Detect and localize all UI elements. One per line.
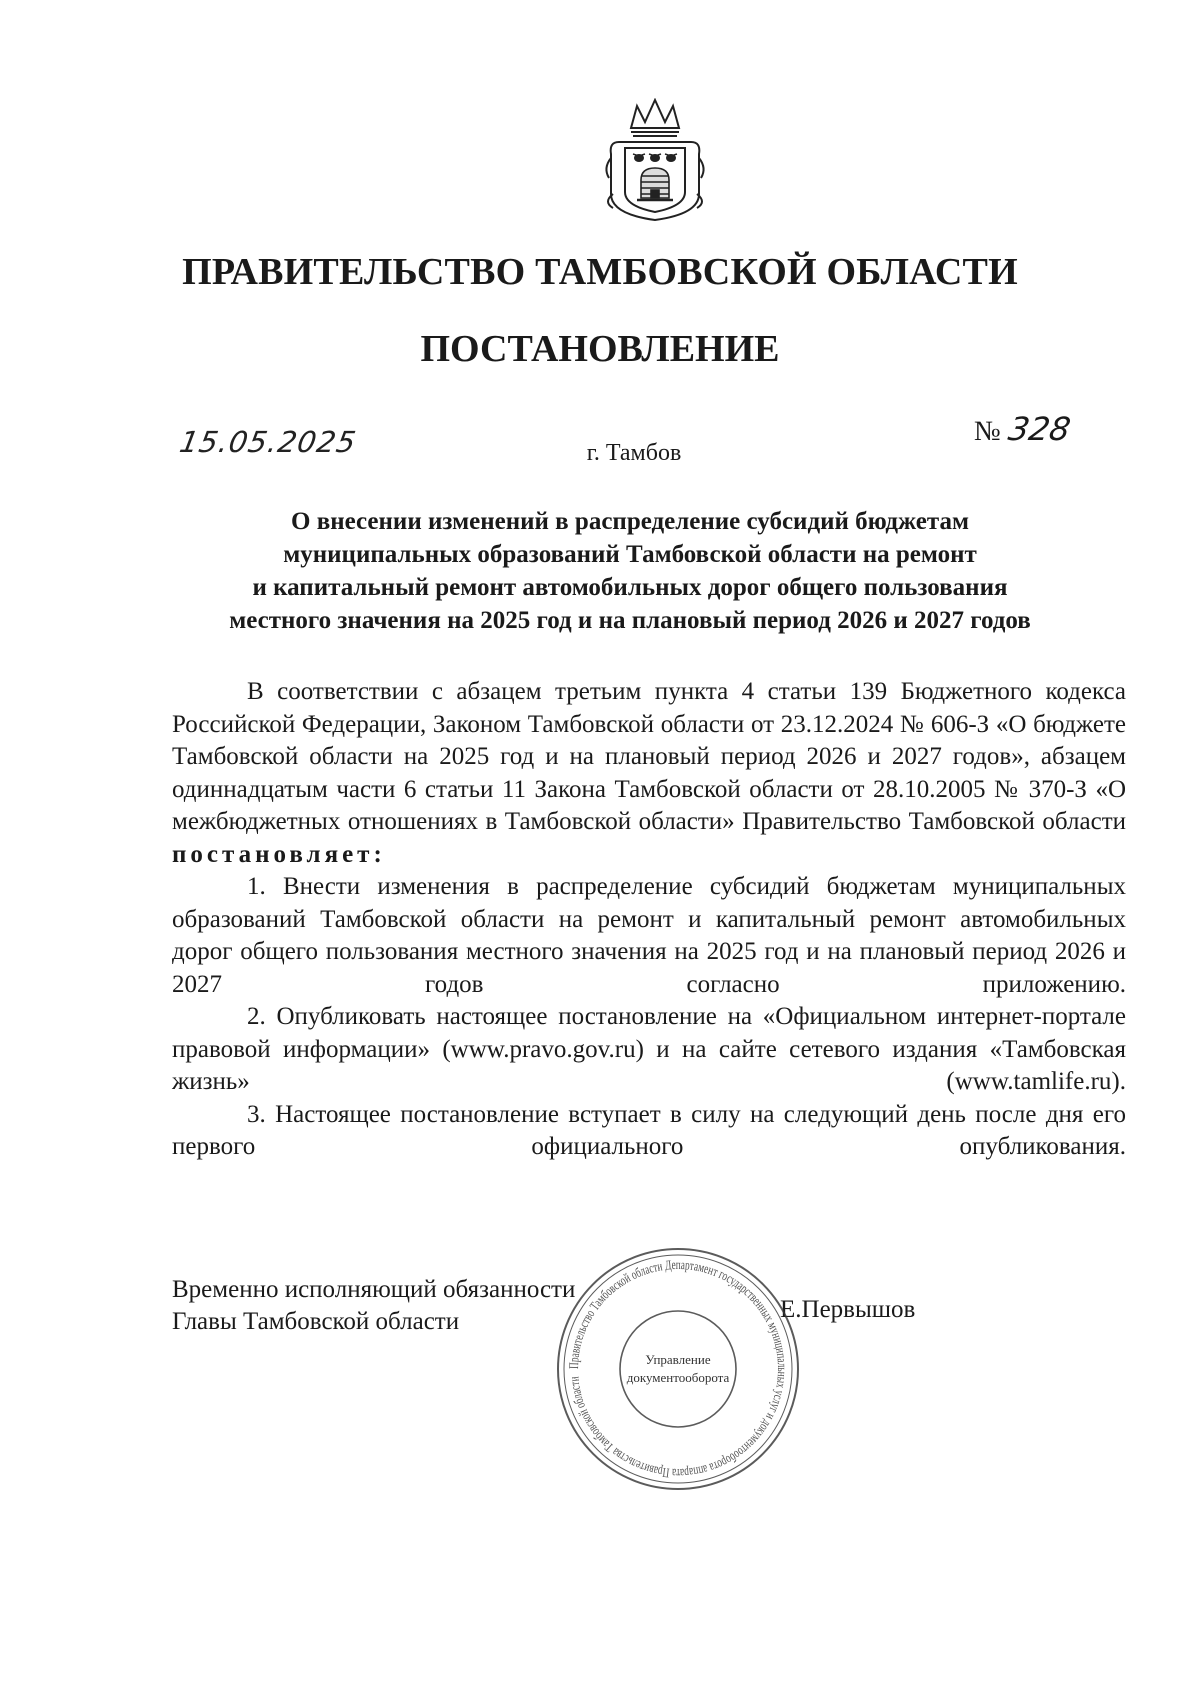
preamble-paragraph: В соответствии с абзацем третьим пункта 4 статьи 139 Бюджетного кодекса Российской Федерации, Законом Тамбовской области от 23.12.2024 № 606-З «О бюджете Тамбовской области на 2025 год и на плановый период 2026 и 2027 годов», абзацем одиннадцатым части 6 статьи 11 Закона Тамбовской области от 28.10.2005 № 370-З «О межбюджетных отношениях в Тамбовской области» Правительство Тамбовской области — [172, 678, 1126, 835]
item-paragraph: 1. Внести изменения в распределение субсидий бюджетам муниципальных образований Тамбовской области на ремонт и капитальный ремонт автомобильных дорог общего пользования местного значения на 2025 год и на плановый период 2026 и 2027 годов согласно приложению. — [172, 873, 1126, 998]
svg-text:Правительство Тамбовской облас — [566, 1257, 790, 1481]
document-subject — [150, 505, 1110, 637]
item-paragraph: 3. Настоящее постановление вступает в силу на следующий день после дня его первого официального опубликования. — [172, 1100, 1126, 1160]
resolves-line — [172, 839, 1126, 872]
position-line: Временно исполняющий обязанности — [172, 1276, 576, 1303]
stamp-center-line: Управление — [645, 1352, 711, 1367]
signatory-name: Е.Первышов — [780, 1296, 916, 1323]
document-type-heading: ПОСТАНОВЛЕНИЕ — [420, 328, 780, 370]
handwritten-date: 15.05.2025 — [177, 425, 360, 459]
government-title: ПРАВИТЕЛЬСТВО ТАМБОВСКОЙ ОБЛАСТИ — [182, 251, 1018, 293]
resolves-word: постановляет — [172, 840, 374, 868]
stamp-ring-text: Правительство Тамбовской области Департамент государственных муниципальных услуг и документооборота аппарата Правительства Тамбовской области — [565, 1256, 791, 1482]
handwritten-number: 328 — [1005, 410, 1074, 448]
city-name: г. Тамбов — [586, 440, 682, 466]
document-body — [172, 676, 1126, 1164]
resolves-colon: : — [373, 840, 382, 868]
subject-line: О внесении изменений в распределение субсидий бюджетам — [291, 508, 969, 535]
subject-line: и капитальный ремонт автомобильных дорог общего пользования — [252, 574, 1008, 601]
coat-of-arms-emblem — [601, 98, 709, 222]
subject-line: муниципальных образований Тамбовской области на ремонт — [283, 541, 977, 568]
subject-line: местного значения на 2025 год и на плановый период 2026 и 2027 годов — [229, 607, 1031, 634]
item-paragraph: 2. Опубликовать настоящее постановление на «Официальном интернет-портале правовой информации» (www.pravo.gov.ru) и на сайте сетевого издания «Тамбовская жизнь» (www.tamlife.ru). — [172, 1003, 1126, 1095]
stamp-center-line: документооборота — [626, 1370, 730, 1385]
number-label: № — [974, 416, 1001, 447]
signatory-position — [172, 1274, 575, 1338]
official-stamp — [553, 1244, 803, 1494]
position-line: Главы Тамбовской области — [172, 1308, 460, 1335]
